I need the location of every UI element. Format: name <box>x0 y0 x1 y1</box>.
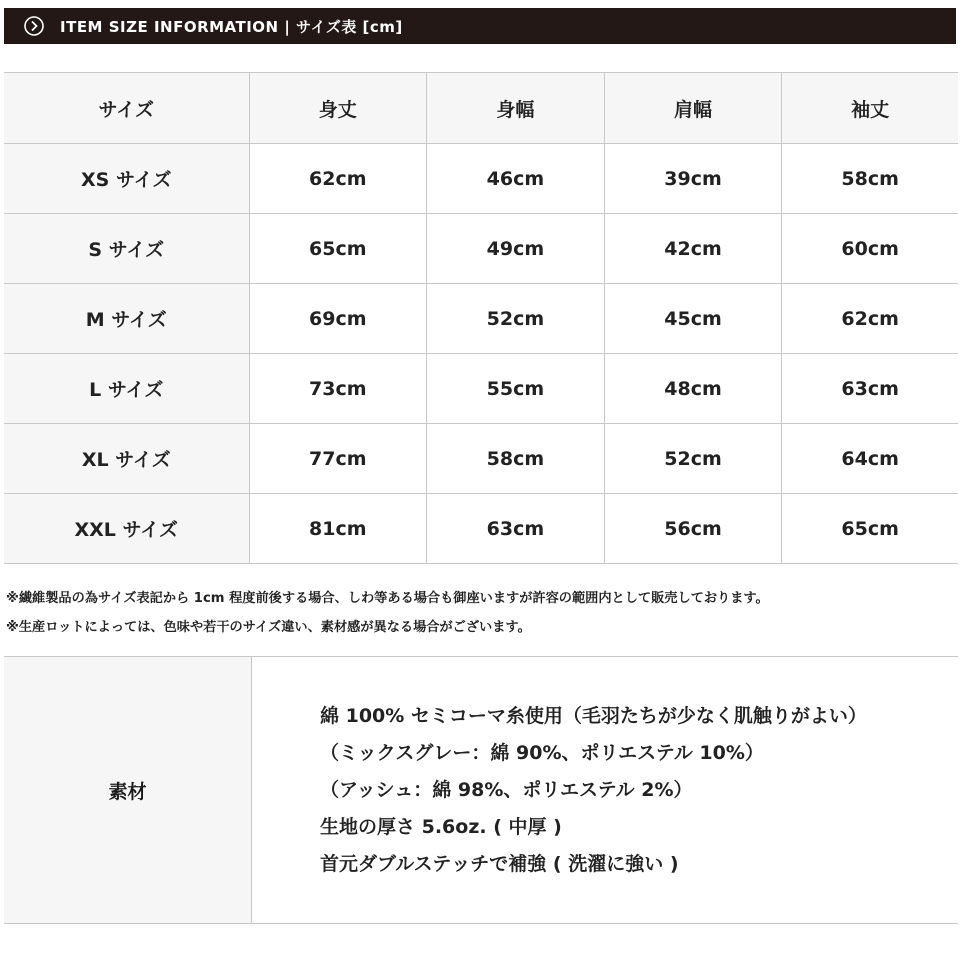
table-cell: 73cm <box>249 354 427 424</box>
table-row <box>4 494 958 564</box>
table-cell: 49cm <box>427 214 605 284</box>
table-row <box>4 424 958 494</box>
table-cell: 56cm <box>604 494 782 564</box>
section-title: ITEM SIZE INFORMATION | サイズ表 [cm] <box>60 17 403 36</box>
table-cell: 63cm <box>782 354 958 424</box>
chevron-right-circle-icon <box>24 16 44 36</box>
size-label: XXL サイズ <box>4 494 249 564</box>
table-cell: 60cm <box>782 214 958 284</box>
table-row <box>4 144 958 214</box>
table-cell: 48cm <box>604 354 782 424</box>
table-cell: 39cm <box>604 144 782 214</box>
table-cell: 77cm <box>249 424 427 494</box>
table-cell: 62cm <box>782 284 958 354</box>
section-header <box>4 8 956 44</box>
table-cell: 69cm <box>249 284 427 354</box>
table-cell: 52cm <box>427 284 605 354</box>
table-cell: 64cm <box>782 424 958 494</box>
size-label: M サイズ <box>4 284 249 354</box>
material-label: 素材 <box>4 657 252 924</box>
table-cell: 46cm <box>427 144 605 214</box>
table-cell: 52cm <box>604 424 782 494</box>
column-header: 袖丈 <box>782 73 958 144</box>
table-cell: 81cm <box>249 494 427 564</box>
material-line: 首元ダブルステッチで補強 ( 洗濯に強い ) <box>320 852 679 875</box>
material-description <box>252 657 959 924</box>
material-line: 綿 100% セミコーマ糸使用（毛羽たちが少なく肌触りがよい） <box>320 704 867 727</box>
size-label: L サイズ <box>4 354 249 424</box>
table-cell: 58cm <box>782 144 958 214</box>
table-row <box>4 214 958 284</box>
table-cell: 45cm <box>604 284 782 354</box>
note-line: ※繊維製品の為サイズ表記から 1cm 程度前後する場合、しわ等ある場合も御座いますが許容の範囲内として販売しております。 <box>6 591 769 606</box>
column-header: 肩幅 <box>604 73 782 144</box>
material-table <box>4 656 958 924</box>
table-cell: 65cm <box>782 494 958 564</box>
size-label: S サイズ <box>4 214 249 284</box>
column-header: 身丈 <box>249 73 427 144</box>
size-table <box>4 72 958 564</box>
table-cell: 65cm <box>249 214 427 284</box>
table-row <box>4 354 958 424</box>
table-cell: 58cm <box>427 424 605 494</box>
size-label: XL サイズ <box>4 424 249 494</box>
material-row <box>4 657 958 924</box>
column-header: サイズ <box>4 73 249 144</box>
table-cell: 42cm <box>604 214 782 284</box>
notes <box>6 584 960 642</box>
material-line: （アッシュ：綿 98%、ポリエステル 2%） <box>320 778 693 801</box>
material-line: 生地の厚さ 5.6oz. ( 中厚 ) <box>320 815 562 838</box>
size-label: XS サイズ <box>4 144 249 214</box>
table-cell: 62cm <box>249 144 427 214</box>
material-line: （ミックスグレー：綿 90%、ポリエステル 10%） <box>320 741 764 764</box>
table-header-row <box>4 73 958 144</box>
table-cell: 55cm <box>427 354 605 424</box>
note-line: ※生産ロットによっては、色味や若干のサイズ違い、素材感が異なる場合がございます。 <box>6 620 531 635</box>
table-row <box>4 284 958 354</box>
table-cell: 63cm <box>427 494 605 564</box>
column-header: 身幅 <box>427 73 605 144</box>
